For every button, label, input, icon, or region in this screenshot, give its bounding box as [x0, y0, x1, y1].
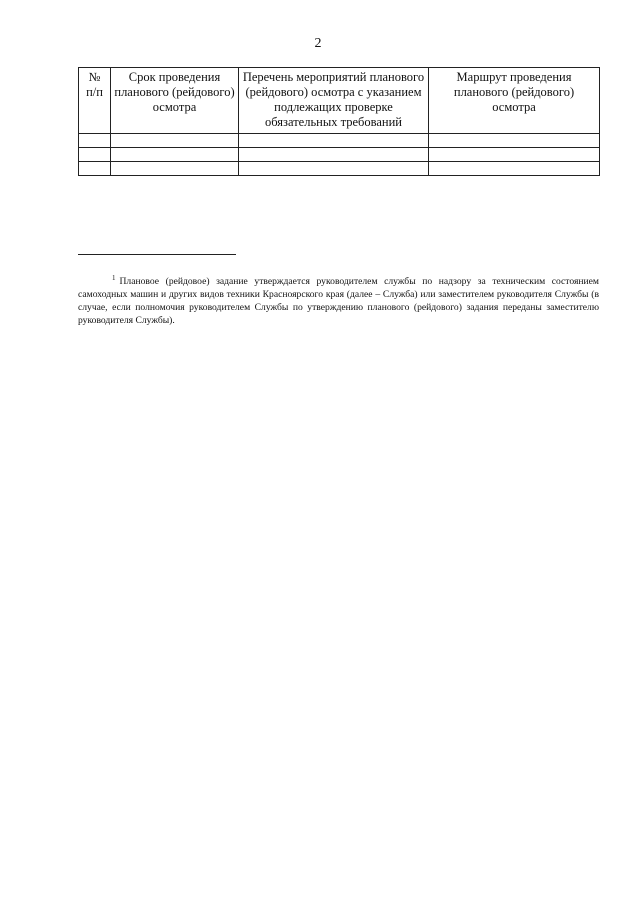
inspection-schedule-table: [78, 67, 600, 176]
page-number: 2: [314, 36, 322, 51]
table-cell: [239, 162, 429, 176]
table-cell: [79, 162, 111, 176]
table-row: [79, 162, 600, 176]
table-cell: [111, 162, 239, 176]
table-cell: [79, 134, 111, 148]
table-header-row: [79, 68, 600, 134]
header-inspection-period: Срок проведения планового (рейдового) осмотра: [111, 68, 239, 134]
table-cell: [429, 134, 600, 148]
footnote-marker: 1: [112, 274, 116, 282]
header-activities-list: Перечень мероприятий планового (рейдового) осмотра с указанием подлежащих проверке обязательных требований: [239, 68, 429, 134]
footnote-separator: [78, 254, 236, 255]
header-number: № п/п: [79, 68, 111, 134]
table-cell: [429, 162, 600, 176]
table-cell: [79, 148, 111, 162]
table-cell: [429, 148, 600, 162]
table-cell: [239, 148, 429, 162]
footnote: [78, 272, 599, 327]
table-row: [79, 148, 600, 162]
table-row: [79, 134, 600, 148]
table-cell: [111, 148, 239, 162]
header-inspection-route: Маршрут проведения планового (рейдового) осмотра: [429, 68, 600, 134]
table-cell: [239, 134, 429, 148]
footnote-text: Плановое (рейдовое) задание утверждается руководителем службы по надзору за техническим состоянием самоходных машин и других видов техники Красноярского края (далее – Служба) или заместителем руководителя Службы (в случае, если полномочия руководителем Службы по утверждению планового (рейдового) задания переданы заместителю руководителя Службы).: [78, 276, 599, 326]
table-cell: [111, 134, 239, 148]
